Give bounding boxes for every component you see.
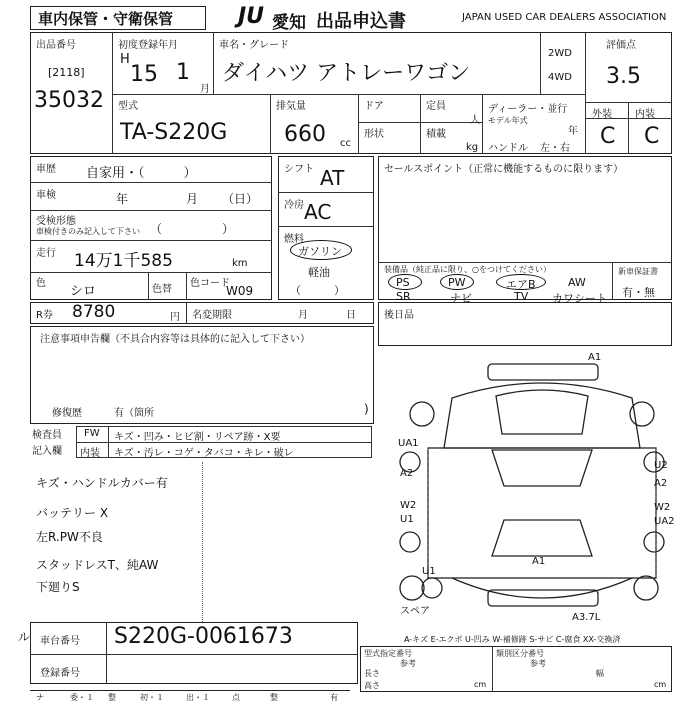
handle-options: 左・右	[540, 143, 570, 154]
aircon-value: AC	[304, 200, 332, 224]
mark-w2-right: W2	[654, 502, 671, 513]
registration-label: 登録番号	[40, 668, 80, 679]
recycle-label: R券	[36, 310, 53, 321]
class-number-ref: 参考	[530, 659, 546, 668]
circle-airbag	[496, 274, 546, 290]
interior-grade: C	[644, 124, 660, 149]
fuel-label: 燃料	[284, 234, 304, 245]
fuel-gasoline: ガソリン	[298, 245, 342, 258]
inspector-label: 検査員記入欄	[32, 430, 62, 457]
mark-a2-right: A2	[654, 478, 668, 489]
damage-legend: A-キズ E-エクボ U-凹み W-補修跡 S-サビ C-腐食 XX-交換済	[404, 635, 621, 644]
inspection-day: （日）	[222, 192, 259, 206]
first-reg-year: 15	[130, 62, 158, 87]
fw-items: キズ・凹み・ヒビ割・リペア跡・X要	[114, 432, 281, 443]
lot-sub: [2118]	[48, 66, 85, 79]
model-year-unit: 年	[568, 126, 578, 137]
title-change-label: 名変期限	[192, 310, 232, 321]
dealer-label: ディーラー・並行	[488, 104, 568, 115]
color-label: 色	[36, 278, 46, 289]
mark-ua2: UA2	[654, 516, 675, 527]
bottom-cell-7: 整	[270, 693, 278, 702]
bottom-cell-8: 有	[330, 693, 338, 702]
mark-w2-left: W2	[400, 500, 417, 511]
warranty-label: 新車保証書	[618, 267, 658, 276]
mark-a3-7l: A3.7L	[572, 612, 601, 623]
lot-number: 35032	[34, 88, 104, 113]
repair-close: )	[364, 402, 369, 416]
equip-pw: PW	[448, 276, 466, 289]
mileage-value: 14万1千585	[74, 251, 173, 271]
door-label: ドア	[364, 101, 384, 112]
interior-insp-items: キズ・汚レ・コゲ・タバコ・キレ・破レ	[114, 448, 294, 459]
mileage-unit: km	[232, 258, 248, 269]
chassis-side: ル	[18, 630, 31, 644]
shape-label: 形状	[364, 129, 384, 140]
displacement-value: 660	[284, 122, 326, 147]
logo-prefecture: 愛知	[272, 13, 306, 33]
history-value: 自家用・（ ）	[86, 166, 197, 181]
capacity-label: 定員	[426, 101, 446, 112]
cm-unit-2: cm	[654, 680, 667, 689]
mark-ua1: UA1	[398, 438, 419, 449]
mark-a1-front: A1	[588, 352, 602, 363]
bottom-cell-4: 初・１	[140, 693, 164, 702]
height-label: 高さ	[364, 681, 380, 690]
circle-pw	[440, 274, 474, 290]
inspection-year: 年	[116, 192, 129, 206]
color-code-label: 色コード	[190, 278, 230, 289]
color-swap-label: 色替	[152, 284, 172, 295]
drive-2wd: 2WD	[548, 48, 572, 59]
note-2: バッテリー X	[36, 506, 109, 520]
load-unit: kg	[466, 142, 479, 153]
equip-sr: SR	[396, 290, 411, 303]
equipment-label: 装備品（純正品に限り、○をつけてください）	[384, 265, 551, 274]
association-name: JAPAN USED CAR DEALERS ASSOCIATION	[462, 12, 667, 23]
handle-label: ハンドル	[488, 143, 528, 154]
model-label: 型式	[118, 101, 138, 112]
mark-a2-left: A2	[400, 468, 414, 479]
displacement-unit: cc	[340, 138, 351, 149]
equip-tv: TV	[514, 290, 529, 303]
repair-label: 修復歴	[52, 408, 82, 419]
history-label: 車歴	[36, 164, 56, 175]
color-value: シロ	[70, 284, 97, 299]
displacement-label: 排気量	[276, 101, 306, 112]
shift-value: AT	[320, 166, 345, 190]
caution-label: 注意事項申告欄（不具合内容等は具体的に記入して下さい）	[40, 334, 310, 345]
later-frame	[378, 302, 672, 346]
mark-u1-rear: U1	[422, 566, 436, 577]
note-5: 下廻りS	[36, 580, 80, 594]
later-label: 後日品	[384, 310, 414, 321]
receipt-note: 車検付きのみ記入して下さい	[36, 227, 140, 236]
car-diagram	[392, 350, 675, 625]
circle-ps	[388, 274, 422, 290]
type-number-label: 型式指定番号	[364, 649, 412, 658]
title-change-day: 日	[346, 310, 356, 321]
inspection-label: 車検	[36, 190, 56, 201]
recycle-unit: 円	[170, 312, 180, 323]
model-value: TA-S220G	[120, 120, 228, 145]
spare-label: スペア	[400, 606, 430, 617]
recycle-value: 8780	[72, 302, 116, 322]
drive-4wd: 4WD	[548, 72, 572, 83]
model-year-label: モデル年式	[488, 116, 528, 125]
note-4: スタッドレスT、純AW	[36, 558, 159, 572]
equip-ps: PS	[396, 276, 410, 289]
chassis-label: 車台番号	[40, 636, 80, 647]
capacity-unit: 人	[470, 115, 480, 126]
equip-leather-seat: カワシート	[552, 292, 607, 305]
exterior-grade: C	[600, 124, 616, 149]
type-number-ref: 参考	[400, 659, 416, 668]
mark-u1-left: U1	[400, 514, 414, 525]
lot-label: 出品番号	[36, 40, 76, 51]
aircon-label: 冷房	[284, 200, 304, 211]
class-number-label: 類別区分番号	[496, 649, 544, 658]
equip-navi: ナビ	[450, 292, 472, 305]
note-3: 左R.PW不良	[36, 530, 103, 544]
form-title: 出品申込書	[316, 11, 406, 32]
bottom-cell-1: ナ	[36, 693, 44, 702]
load-label: 積載	[426, 129, 446, 140]
receipt-label: 受検形態	[36, 216, 76, 227]
exterior-label: 外装	[592, 109, 612, 120]
receipt-paren: （ ）	[150, 222, 235, 236]
first-reg-month-unit: 月	[200, 84, 210, 95]
sales-point-label: セールスポイント（正常に機能するものに限ります）	[384, 164, 624, 175]
storage-label: 車内保管・守衛保管	[38, 10, 174, 28]
fuel-paren: （ ）	[290, 284, 345, 297]
mileage-label: 走行	[36, 248, 56, 259]
repair-value: 有（箇所	[114, 408, 154, 419]
bottom-cell-3: 整	[108, 693, 116, 702]
grade-value: 3.5	[606, 64, 641, 89]
first-reg-label: 初度登録年月	[118, 40, 178, 51]
mark-a1-rear: A1	[532, 556, 546, 567]
color-code-value: W09	[226, 284, 254, 298]
width-label: 幅	[596, 669, 604, 678]
interior-label: 内装	[635, 109, 655, 120]
fuel-diesel: 軽油	[308, 266, 330, 279]
length-label: 長さ	[364, 669, 380, 678]
cm-unit-1: cm	[474, 680, 487, 689]
car-name-label: 車名・グレード	[219, 40, 289, 51]
shift-label: シフト	[284, 164, 314, 175]
grade-label: 評価点	[606, 40, 636, 51]
warranty-value: 有・無	[622, 286, 655, 299]
bottom-cell-6: 点	[232, 693, 240, 702]
first-reg-era: H	[120, 52, 130, 67]
bottom-cell-2: 委・１	[70, 693, 94, 702]
fw-label: FW	[84, 428, 100, 439]
first-reg-month: 1	[176, 60, 190, 85]
ju-logo: JU	[238, 4, 265, 29]
equip-airbag: エアB	[506, 278, 536, 291]
mark-u2-right: U2	[654, 460, 668, 471]
equip-aw: AW	[568, 276, 586, 289]
inspection-month: 月	[186, 192, 199, 206]
bottom-cell-5: 出・１	[186, 693, 210, 702]
car-name-value: ダイハツ アトレーワゴン	[222, 61, 471, 86]
interior-insp-label: 内装	[80, 448, 100, 459]
chassis-value: S220G-0061673	[114, 624, 293, 649]
title-change-month: 月	[298, 310, 308, 321]
note-1: キズ・ハンドルカバー有	[36, 476, 168, 490]
